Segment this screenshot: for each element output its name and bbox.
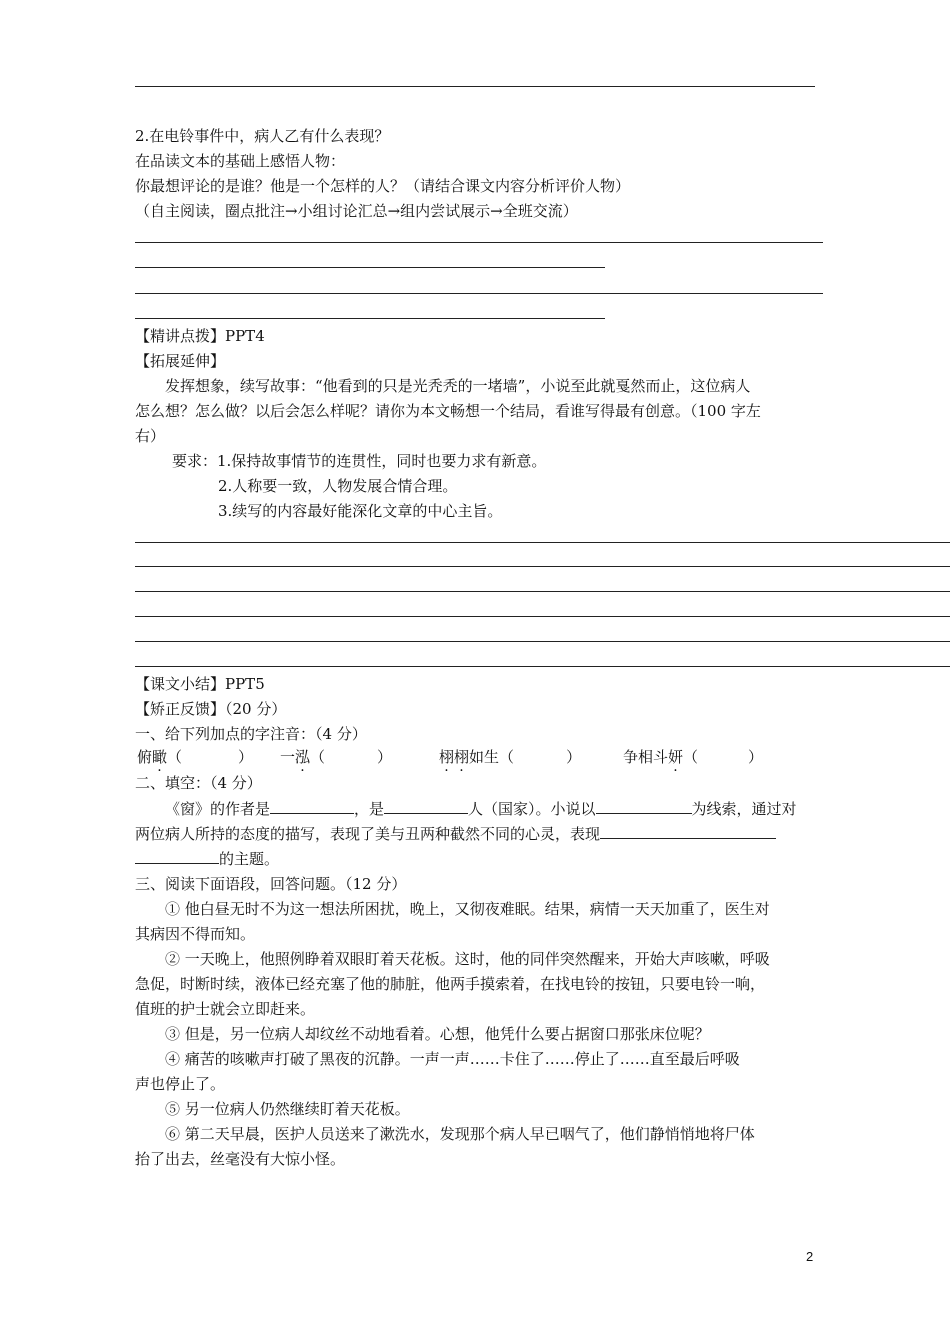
answer-line [135, 293, 823, 294]
paren-close: ） [748, 748, 764, 766]
section-2-title: 二、填空：（4 分） [135, 774, 262, 792]
passage-line: ② 一天晚上，他照例睁着双眼盯着天花板。这时，他的同伴突然醒来，开始大声咳嗽，呼吸 [165, 950, 770, 968]
answer-line [135, 242, 823, 243]
passage-line: ③ 但是，另一位病人却纹丝不动地看着。心想，他凭什么要占据窗口那张床位呢？ [165, 1025, 710, 1043]
passage-line: 其病因不得而知。 [135, 925, 256, 943]
author-blank[interactable] [270, 797, 354, 814]
question-2: 2.在电铃事件中，病人乙有什么表现？ [135, 127, 390, 145]
extension-prompt: 怎么想？怎么做？以后会怎么样呢？请你为本文畅想一个结局，看谁写得最有创意。（100 字左 [135, 402, 761, 420]
paren-open: （ [167, 748, 183, 766]
fill-text: 两位病人所持的态度的描写，表现了美与丑两种截然不同的心灵，表现 [135, 825, 601, 843]
writing-line [135, 566, 950, 567]
theme-blank[interactable] [600, 822, 776, 839]
extension-prompt: 发挥想象，续写故事：“他看到的只是光秃秃的一堵墙”，小说至此就戛然而止，这位病人 [165, 377, 751, 395]
intro-line-1: 在品读文本的基础上感悟人物： [135, 152, 346, 170]
section-feedback: 【矫正反馈】（20 分） [135, 700, 287, 718]
intro-line-3: （自主阅读，圈点批注→小组讨论汇总→组内尝试展示→全班交流） [135, 202, 578, 220]
dotted-char: 栩 [439, 748, 455, 766]
top-answer-line [135, 86, 815, 87]
page-number: 2 [806, 1249, 814, 1264]
requirement-1: 要求：1.保持故事情节的连贯性，同时也要力求有新意。 [172, 452, 547, 470]
theme-blank-cont[interactable] [135, 847, 219, 864]
country-blank[interactable] [384, 797, 468, 814]
dotted-char: 栩 [454, 748, 470, 766]
section-3-title: 三、阅读下面语段，回答问题。（12 分） [135, 875, 407, 893]
dotted-char: 妍 [668, 748, 684, 766]
pinyin-item-1 [137, 745, 253, 770]
passage-line: 声也停止了。 [135, 1075, 226, 1093]
paren-open: （ [310, 748, 326, 766]
passage-line: 急促，时断时续，液体已经充塞了他的肺脏，他两手摸索着，在找电铃的按钮，只要电铃一响， [135, 975, 766, 993]
paren-close: ） [566, 748, 582, 766]
word-chars: 争相斗 [623, 748, 669, 766]
requirement-3: 3.续写的内容最好能深化文章的中心主旨。 [218, 502, 503, 520]
section-summary: 【课文小结】PPT5 [135, 675, 265, 693]
requirement-2: 2.人称要一致，人物发展合情合理。 [218, 477, 458, 495]
passage-line: ⑤ 另一位病人仍然继续盯着天花板。 [165, 1100, 410, 1118]
fill-text: 人（国家）。小说以 [468, 800, 596, 818]
paren-close: ） [377, 748, 393, 766]
extension-prompt: 右） [135, 427, 166, 445]
section-1-title: 一、给下列加点的字注音：（4 分） [135, 725, 367, 743]
passage-line: 抬了出去，丝毫没有大惊小怪。 [135, 1150, 346, 1168]
word-char: 俯 [137, 748, 153, 766]
answer-line [135, 318, 605, 319]
word-chars: 如生 [469, 748, 500, 766]
paren-open: （ [499, 748, 515, 766]
fill-text: 《窗》的作者是 [165, 800, 271, 818]
fill-text: ，是 [354, 800, 385, 818]
passage-line: 值班的护士就会立即赶来。 [135, 1000, 316, 1018]
answer-line [135, 267, 605, 268]
section-jingjiang: 【精讲点拨】PPT4 [135, 327, 265, 345]
writing-line [135, 641, 950, 642]
writing-line [135, 542, 950, 543]
fill-line-1 [165, 797, 797, 822]
pinyin-item-4 [623, 745, 763, 770]
clue-blank[interactable] [596, 797, 692, 814]
section-tuozhan: 【拓展延伸】 [135, 352, 226, 370]
writing-line [135, 666, 950, 667]
dotted-char: 泓 [295, 748, 311, 766]
word-char: 一 [280, 748, 296, 766]
passage-line: ① 他白昼无时不为这一想法所困扰，晚上，又彻夜难眠。结果，病情一天天加重了，医生对 [165, 900, 770, 918]
passage-line: ⑥ 第二天早晨，医护人员送来了漱洗水，发现那个病人早已咽气了，他们静悄悄地将尸体 [165, 1125, 755, 1143]
paren-close: ） [238, 748, 254, 766]
intro-line-2: 你最想评论的是谁？他是一个怎样的人？（请结合课文内容分析评价人物） [135, 177, 631, 195]
fill-text: 为线索，通过对 [691, 800, 797, 818]
writing-line [135, 616, 950, 617]
fill-line-3 [135, 847, 279, 872]
paren-open: （ [683, 748, 699, 766]
writing-line [135, 591, 950, 592]
pinyin-item-2 [280, 745, 392, 770]
passage-line: ④ 痛苦的咳嗽声打破了黑夜的沉静。一声一声……卡住了……停止了……直至最后呼吸 [165, 1050, 740, 1068]
dotted-char: 瞰 [152, 748, 168, 766]
fill-line-2 [135, 822, 776, 847]
pinyin-item-3 [439, 745, 581, 770]
fill-text: 的主题。 [219, 850, 280, 868]
